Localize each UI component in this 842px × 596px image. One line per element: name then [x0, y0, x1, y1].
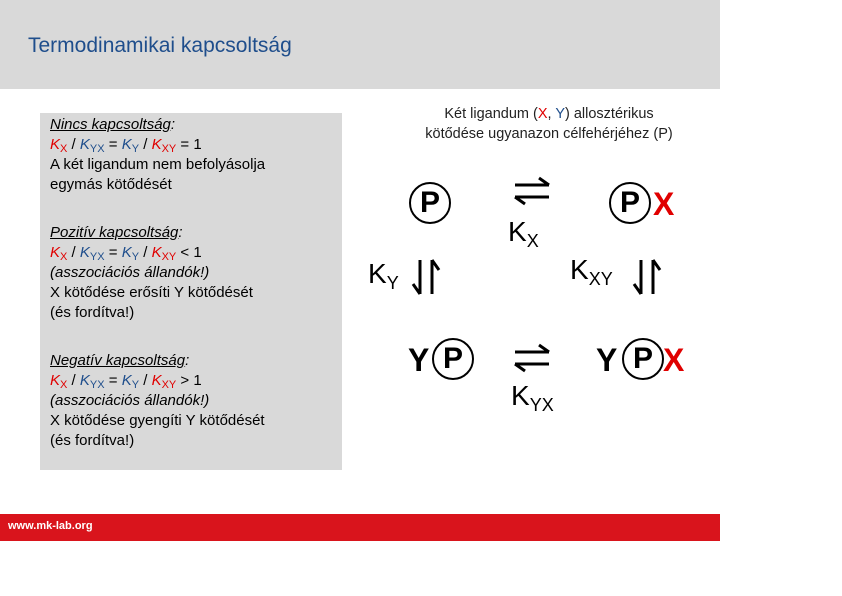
equilibrium-arrow-icon — [511, 343, 555, 375]
ligand-y-bottom-right: Y — [596, 342, 618, 378]
equilibrium-arrow-vertical-icon — [410, 256, 442, 298]
slide-header — [0, 0, 720, 89]
positive-coupling-equation: $K_X / K_{YX} = K_Y / K_{XY} < 1$ — [50, 244, 202, 263]
no-coupling-text-2: egymás kötődését — [50, 176, 172, 193]
positive-coupling-text-1: X kötődése erősíti Y kötődését — [50, 284, 253, 301]
protein-p-with-xy: P — [622, 338, 664, 380]
no-coupling-text-1: A két ligandum nem befolyásolja — [50, 156, 266, 173]
ligand-x-bottom: X — [663, 342, 685, 378]
protein-p-with-y: P — [432, 338, 474, 380]
negative-coupling-equation: $K_X / K_{YX} = K_Y / K_{XY} > 1$ — [50, 372, 202, 391]
constant-ky: $K_Y$ — [368, 258, 399, 293]
no-coupling-block: Nincs kapcsoltság: $K_X / K_{YX} = K_Y / K_{XY} = 1$ A két ligandum nem befolyásolja egymás kötődését — [50, 116, 266, 193]
diagram-description: Két ligandum (X, Y) allosztérikus kötődése ugyanazon célfehérjéhez (P) — [425, 106, 673, 142]
ligand-x-top: X — [653, 186, 675, 222]
negative-coupling-block: Negatív kapcsoltság: $K_X / K_{YX} = K_Y / K_{XY} > 1$ (asszociációs állandók!) X kötődése gyengíti Y kötődését (és fordítva!) — [50, 352, 265, 449]
negative-coupling-text-1: X kötődése gyengíti Y kötődését — [50, 412, 265, 429]
positive-coupling-note: (asszociációs állandók!) — [50, 264, 210, 281]
equilibrium-arrow-vertical-icon — [631, 256, 663, 298]
ligand-y-bottom-left: Y — [408, 342, 430, 378]
no-coupling-heading: Nincs kapcsoltság — [50, 116, 171, 133]
constant-kxy: $K_{XY}$ — [570, 254, 613, 289]
coupling-panel — [40, 113, 342, 470]
protein-p-free: P — [409, 182, 451, 224]
constant-kx: $K_X$ — [508, 216, 539, 251]
negative-coupling-heading: Negatív kapcsoltság — [50, 352, 186, 369]
footer-url: www.mk-lab.org — [8, 520, 93, 532]
protein-p-with-x: P — [609, 182, 651, 224]
negative-coupling-note: (asszociációs állandók!) — [50, 392, 210, 409]
positive-coupling-heading: Pozitív kapcsoltság — [50, 224, 179, 241]
slide-title: Termodinamikai kapcsoltság — [28, 34, 292, 57]
positive-coupling-text-2: (és fordítva!) — [50, 304, 135, 321]
negative-coupling-text-2: (és fordítva!) — [50, 432, 135, 449]
positive-coupling-block: Pozitív kapcsoltság: $K_X / K_{YX} = K_Y / K_{XY} < 1$ (asszociációs állandók!) X kötődése erősíti Y kötődését (és fordítva!) — [50, 224, 253, 321]
constant-kyx: $K_{YX}$ — [511, 380, 554, 415]
no-coupling-equation: $K_X / K_{YX} = K_Y / K_{XY} = 1$ — [50, 136, 202, 155]
equilibrium-arrow-icon — [511, 176, 555, 208]
footer-bar — [0, 514, 720, 541]
